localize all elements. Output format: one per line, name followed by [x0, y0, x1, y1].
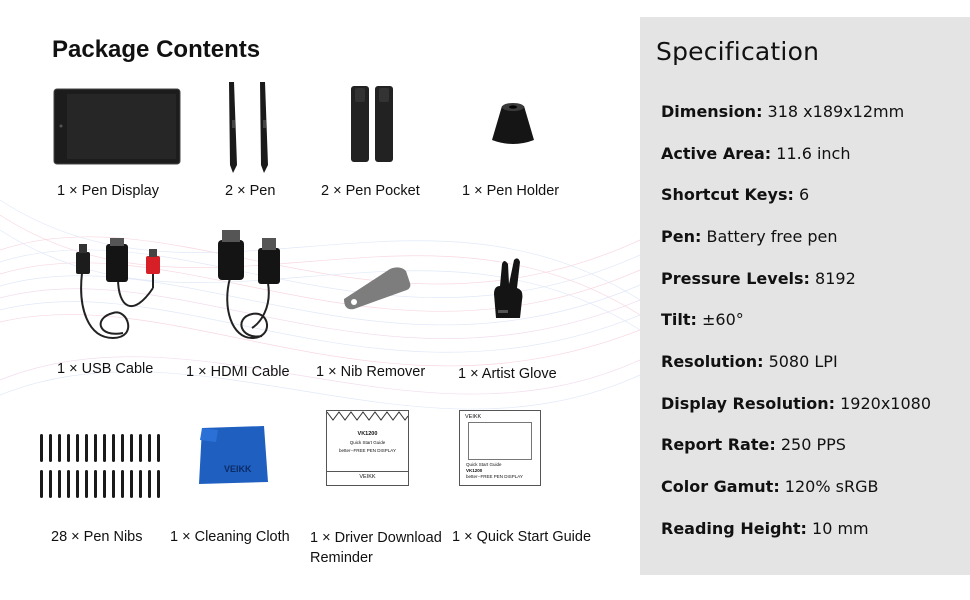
quick-start-guide-card: [459, 410, 541, 486]
package-contents-title: Package Contents: [52, 36, 261, 63]
caption-pen-pocket: 2 × Pen Pocket: [321, 183, 420, 199]
usb-cable-image: [68, 238, 168, 353]
spec-row-active-area: Active Area: 11.6 inch: [661, 144, 851, 163]
caption-pen-display: 1 × Pen Display: [57, 183, 159, 199]
pen-image: [220, 80, 275, 180]
caption-quick-start-guide: 1 × Quick Start Guide: [452, 529, 592, 545]
reminder-line2: better--FREE PEN DISPLAY: [339, 448, 396, 453]
nib-remover-image: [340, 263, 415, 318]
pen-nibs-image: [38, 432, 164, 507]
artist-glove-image: [490, 256, 530, 327]
reminder-line1: Quick Start Guide: [349, 440, 386, 445]
specification-title: Specification: [656, 37, 820, 66]
spec-row-pressure-levels: Pressure Levels: 8192: [661, 269, 856, 288]
cleaning-cloth-image: [196, 424, 271, 491]
pen-display-image: [53, 88, 181, 170]
spec-row-resolution: Resolution: 5080 LPI: [661, 352, 838, 371]
pen-holder-image: [488, 100, 538, 155]
spec-row-shortcut-keys: Shortcut Keys: 6: [661, 185, 810, 204]
caption-artist-glove: 1 × Artist Glove: [458, 366, 557, 382]
cloth-brand-label: VEIKK: [224, 464, 252, 474]
caption-usb-cable: 1 × USB Cable: [57, 361, 154, 377]
caption-nib-remover: 1 × Nib Remover: [316, 364, 426, 380]
caption-hdmi-cable: 1 × HDMI Cable: [186, 364, 290, 380]
hdmi-cable-image: [212, 228, 292, 353]
caption-pen-nibs: 28 × Pen Nibs: [51, 529, 143, 545]
reminder-model: VK1200: [357, 431, 378, 437]
spec-row-report-rate: Report Rate: 250 PPS: [661, 435, 846, 454]
caption-pen: 2 × Pen: [225, 183, 276, 199]
pen-pocket-image: [350, 84, 398, 169]
guide-line1: Quick Start Guide: [466, 462, 502, 467]
guide-brand: VEIKK: [465, 414, 482, 420]
caption-pen-holder: 1 × Pen Holder: [462, 183, 560, 199]
caption-driver-download-reminder: 1 × Driver Download Reminder: [310, 530, 442, 566]
driver-download-reminder-card: [326, 410, 409, 486]
spec-row-tilt: Tilt: ±60°: [661, 310, 744, 329]
specification-panel: [640, 17, 970, 575]
guide-model: VK1200: [466, 468, 483, 473]
spec-row-pen: Pen: Battery free pen: [661, 227, 838, 246]
spec-row-reading-height: Reading Height: 10 mm: [661, 519, 869, 538]
guide-line2: better--FREE PEN DISPLAY: [466, 474, 523, 479]
spec-row-color-gamut: Color Gamut: 120% sRGB: [661, 477, 879, 496]
caption-cleaning-cloth: 1 × Cleaning Cloth: [170, 529, 290, 545]
spec-row-dimension: Dimension: 318 x189x12mm: [661, 102, 905, 121]
reminder-brand: VEIKK: [359, 474, 376, 480]
spec-row-display-resolution: Display Resolution: 1920x1080: [661, 394, 932, 413]
